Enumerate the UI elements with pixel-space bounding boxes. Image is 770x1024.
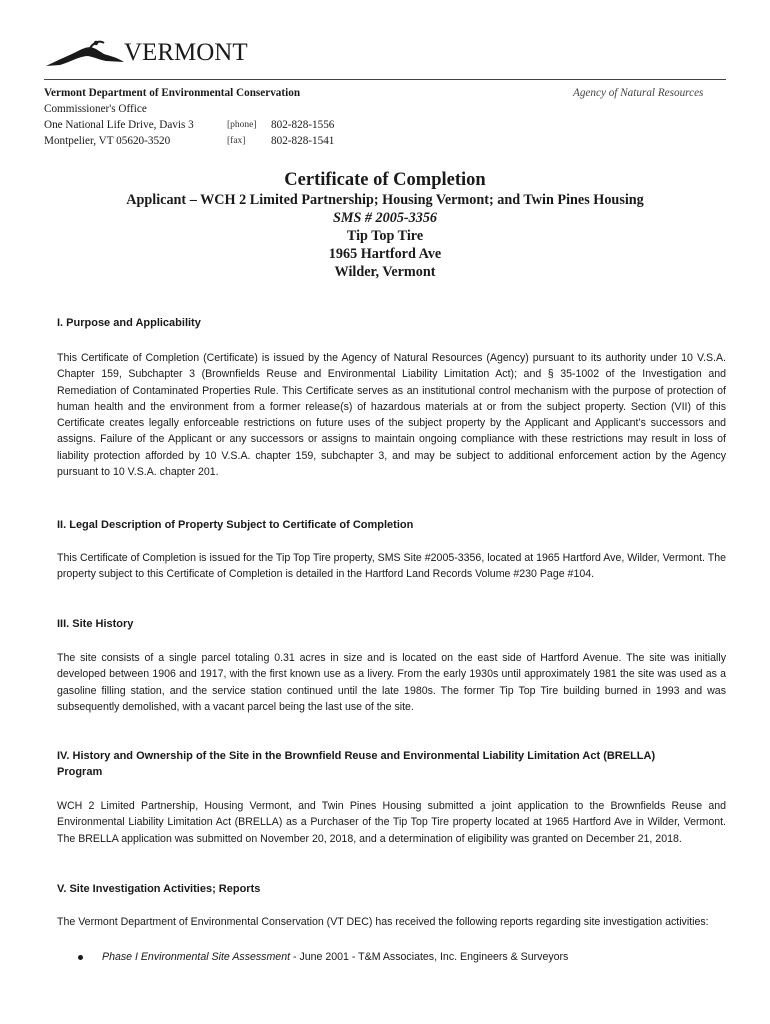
address-line-2: Montpelier, VT 05620-3520	[44, 135, 171, 147]
section-body: WCH 2 Limited Partnership, Housing Vermont, and Twin Pines Housing submitted a joint application to the Brownfields Reuse and Environmental Liability Limitation Act (BRELLA) as a Purchaser of the Tip Top Tire property located at 1965 Hartford Ave in Wilder, Vermont. The BRELLA application was submitted on November 20, 2018, and a determination of eligibility was granted on December 21, 2018.	[57, 800, 726, 845]
certificate-title: Certificate of Completion	[284, 170, 486, 190]
section-body: The site consists of a single parcel totaling 0.31 acres in size and is located on the east side of Hartford Avenue. The site was initially developed between 1906 and 1917, with the first known use as a livery. From the early 1930s until approximately 1981 the site was used as a gasoline filling station, and the service station continued until the late 1980s. The former Tip Top Tire building burned in 1993 and was subsequently demolished, with a vacant parcel being the last use of the site.	[57, 652, 726, 713]
agency-name: Agency of Natural Resources	[573, 87, 704, 99]
section-heading: III. Site History	[57, 618, 134, 630]
site-town: Wilder, Vermont	[334, 264, 436, 280]
address-line-1: One National Life Drive, Davis 3	[44, 119, 194, 131]
report-entry	[102, 949, 568, 965]
header-divider	[44, 79, 726, 80]
applicant-line: Applicant – WCH 2 Limited Partnership; Housing Vermont; and Twin Pines Housing	[126, 192, 644, 208]
section-body: The Vermont Department of Environmental Conservation (VT DEC) has received the following reports regarding site investigation activities:	[57, 916, 709, 928]
site-name: Tip Top Tire	[346, 228, 424, 244]
department-name: Vermont Department of Environmental Conservation	[44, 87, 301, 99]
logo-text: VERMONT	[124, 39, 248, 66]
section-body: This Certificate of Completion (Certificate) is issued by the Agency of Natural Resources (Agency) pursuant to its authority under 10 V.S.A. Chapter 159, Subchapter 3 (Brownfields Reuse and Environmental Liability Limitation Act); and § 35-1002 of the Investigation and Remediation of Contaminated Properties Rule. This Certificate serves as an institutional control mechanism with the purpose of protection of human health and the environment from a former release(s) of hazardous materials at or from the subject property. Section (VII) of this Certificate creates legally enforceable restrictions on future uses of the subject property by the Applicant and Applicant’s successors and assigns. Failure of the Applicant or any successors or assigns to maintain ongoing compliance with these restrictions may result in loss of liability protection afforded by 10 V.S.A. chapter 159, subchapter 3, and may be subject to additional enforcement action by the Agency pursuant to 10 V.S.A. chapter 201.	[57, 352, 726, 479]
site-street: 1965 Hartford Ave	[328, 246, 442, 262]
phone-number: 802-828-1556	[271, 119, 335, 131]
phone-label: [phone]	[227, 120, 257, 130]
report-detail: - June 2001 - T&M Associates, Inc. Engineers & Surveyors	[290, 951, 569, 963]
report-title: Phase I Environmental Site Assessment	[102, 951, 291, 963]
office-name: Commissioner's Office	[44, 103, 147, 115]
section-heading: I. Purpose and Applicability	[57, 317, 201, 329]
section-heading: II. Legal Description of Property Subject to Certificate of Completion	[57, 519, 414, 531]
fax-number: 802-828-1541	[271, 135, 335, 147]
section-heading: IV. History and Ownership of the Site in the Brownfield Reuse and Environmental Liability Limitation Act (BRELLA)	[57, 750, 656, 762]
sms-number: SMS # 2005-3356	[332, 210, 438, 226]
section-heading-continued: Program	[57, 766, 103, 778]
section-body: This Certificate of Completion is issued for the Tip Top Tire property, SMS Site #2005-3356, located at 1965 Hartford Ave, Wilder, Vermont. The property subject to this Certificate of Completion is detailed in the Hartford Land Records Volume #230 Page #104.	[57, 552, 726, 581]
bullet-icon	[78, 955, 83, 960]
fax-label: [fax]	[227, 136, 246, 146]
section-heading: V. Site Investigation Activities; Reports	[57, 883, 261, 895]
